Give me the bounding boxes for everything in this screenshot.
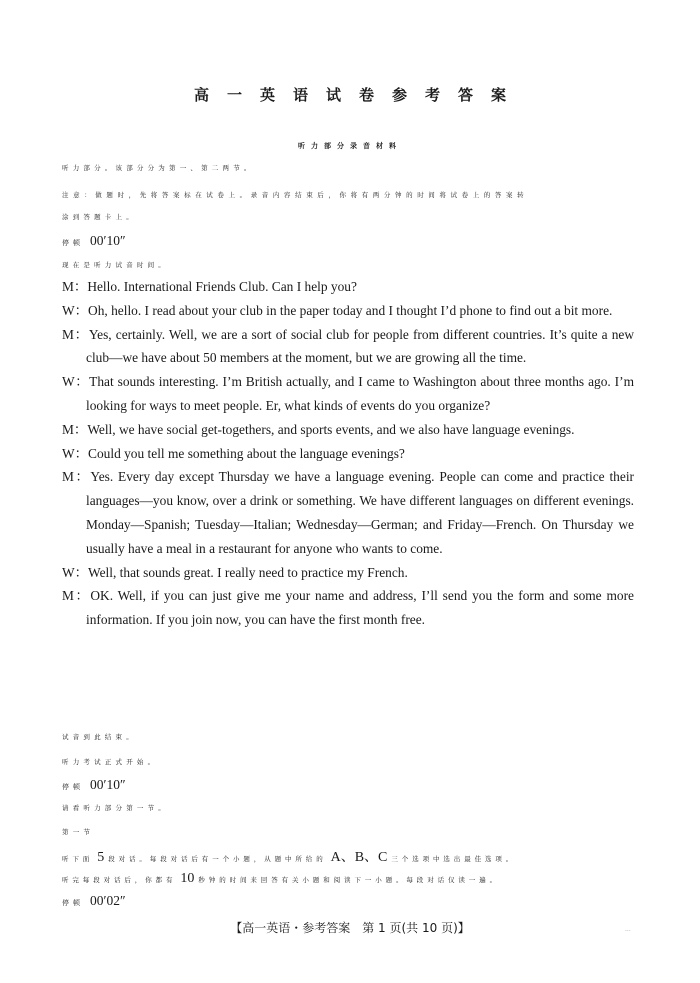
corner-mark: ... (625, 926, 631, 933)
turn-text: Well, we have social get-togethers, and sports events, and we also have language evenings. (87, 421, 575, 437)
intro-line-4: 现在是听力试音时间。 (62, 261, 169, 269)
instruction-text: 听完每段对话后，你都有 (62, 876, 177, 884)
dialogue-turn (62, 275, 634, 299)
turn-text: Hello. International Friends Club. Can I help you? (87, 279, 357, 294)
pause-time: 00′10″ (90, 233, 126, 248)
speaker-colon: ： (73, 421, 88, 437)
pause-time: 00′10″ (90, 777, 126, 792)
speaker-colon: ： (74, 564, 89, 580)
pause-label: 停顿 (62, 783, 84, 791)
dialogue-turn (62, 561, 634, 585)
outro-line-2: 听力考试正式开始。 (62, 758, 159, 766)
turn-text: Oh, hello. I read about your club in the paper today and I thought I’d phone to find out a bit more. (88, 302, 613, 318)
turn-text: Well, that sounds great. I really need to practice my French. (88, 564, 408, 580)
dialogue-turn (62, 418, 634, 442)
instruction-line-1 (62, 846, 516, 866)
pause-time: 00′02″ (90, 893, 126, 908)
dialogue-turn (62, 442, 634, 466)
instruction-text: 段对话。每段对话后有一个小题，从题中所给的 (108, 855, 327, 863)
speaker-label: M (62, 326, 74, 342)
dialogue-turn (62, 299, 634, 323)
pause-label: 停顿 (62, 899, 84, 907)
dialogue-count: 5 (97, 850, 105, 865)
speaker-label: W (62, 302, 75, 318)
speaker-label: W (62, 374, 75, 390)
turn-text: OK. Well, if you can just give me your name and address, I’ll send you the form and some more information. If you join now, you can have the first month free. (86, 588, 635, 628)
turn-text: Yes, certainly. Well, we are a sort of social club for people from different countries. It’s quite a new club—we have about 50 members at the moment, but we are growing all the time. (86, 326, 635, 366)
speaker-label: W (62, 445, 75, 461)
pause-label: 停顿 (62, 239, 84, 247)
speaker-label: M (62, 279, 74, 294)
intro-line-1: 听力部分。该部分分为第一、第二两节。 (62, 164, 255, 172)
speaker-colon: ： (73, 588, 91, 604)
section-heading: 第一节 (62, 828, 95, 836)
speaker-colon: ： (74, 445, 89, 461)
instruction-text: 三个选项中选出最佳选项。 (391, 855, 517, 863)
dialogue-turn (62, 584, 634, 632)
speaker-label: W (62, 564, 75, 580)
instruction-text: 听下面 (62, 855, 94, 863)
intro-line-3: 涂到答题卡上。 (62, 213, 137, 221)
pause-1 (62, 232, 126, 250)
turn-text: That sounds interesting. I’m British actually, and I came to Washington about three months ago. I’m looking for ways to meet people. Er, what kinds of events do you organize? (86, 374, 634, 413)
dialogue-turn (62, 465, 634, 560)
page-title: 高一英语试卷参考答案 (193, 86, 524, 104)
instruction-text: 秒钟的时间来回答有关小题和阅读下一小题。每段对话仅读一遍。 (198, 876, 501, 884)
page-footer: 【高一英语・参考答案 第 1 页(共 10 页)】 (230, 921, 470, 935)
speaker-colon: ： (73, 469, 91, 485)
dialogue-turn (62, 370, 634, 418)
speaker-colon: ： (73, 279, 88, 294)
instruction-line-2 (62, 871, 500, 887)
outro-line-1: 试音到此结束。 (62, 733, 137, 741)
speaker-label: M (62, 421, 74, 437)
speaker-colon: ： (73, 326, 89, 342)
dialogue-turn (62, 323, 634, 371)
pause-2 (62, 776, 126, 794)
speaker-colon: ： (74, 302, 89, 318)
outro-line-3: 请看听力部分第一节。 (62, 804, 169, 812)
pause-3 (62, 892, 126, 910)
turn-text: Yes. Every day except Thursday we have a language evening. People can come and practice their languages—you know, over a drink or something. We have different languages on different evenings. Monday—Spanish; Tuesday—Italian; Wednesday—German; and Friday—French. On Thursday we usually have a meal in a restaurant for anyone who wants to come. (86, 469, 634, 556)
dialogue-transcript (62, 275, 634, 632)
speaker-label: M (62, 588, 74, 604)
intro-line-2: 注意：做题时，先将答案标在试卷上。录音内容结束后，你将有两分钟的时间将试卷上的答案转 (62, 191, 529, 199)
seconds-count: 10 (180, 871, 195, 886)
speaker-label: M (62, 469, 74, 485)
section-subtitle: 听力部分录音材料 (298, 142, 402, 150)
turn-text: Could you tell me something about the language evenings? (88, 445, 405, 461)
option-letters: A、B、C (330, 850, 388, 865)
speaker-colon: ： (74, 374, 90, 390)
